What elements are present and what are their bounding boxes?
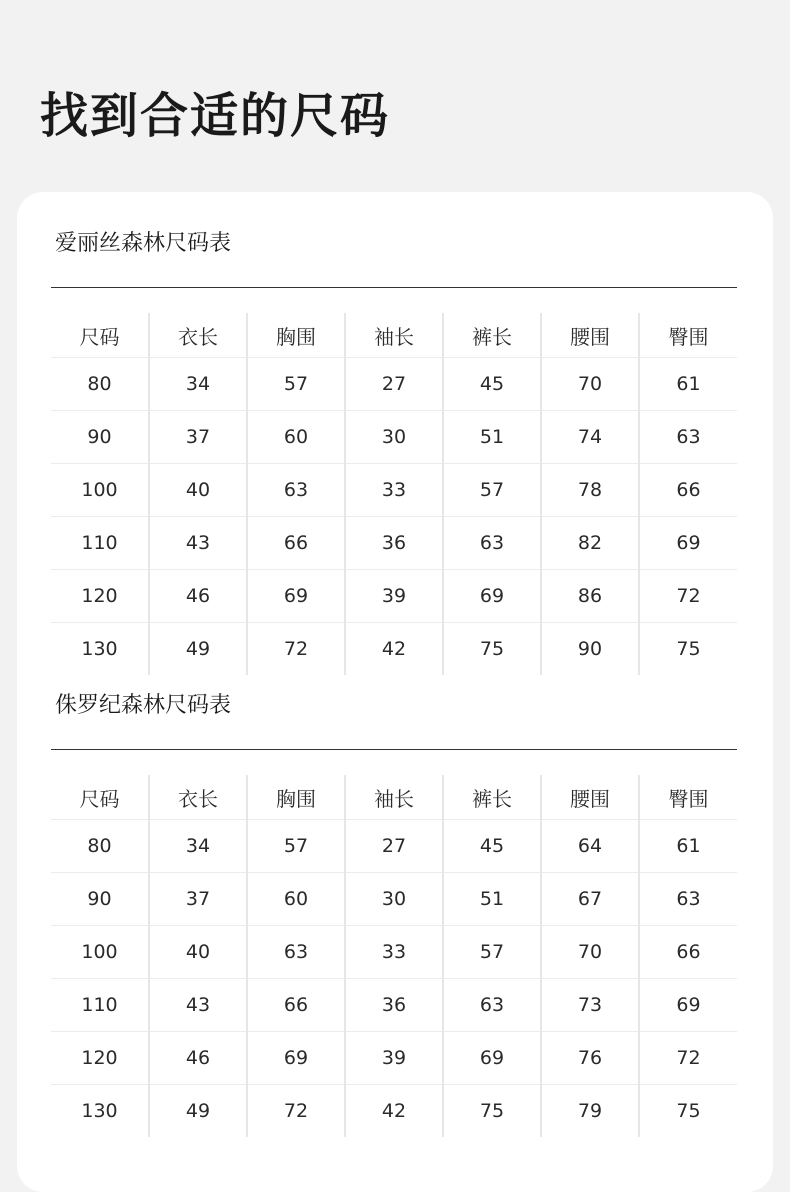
measurement-cell: 27 — [345, 358, 443, 411]
measurement-cell: 51 — [443, 411, 541, 464]
column-header: 臀围 — [639, 775, 737, 820]
measurement-cell: 70 — [541, 358, 639, 411]
measurement-cell: 72 — [247, 623, 345, 676]
page-title: 找到合适的尺码 — [40, 88, 391, 144]
measurement-cell: 72 — [247, 1085, 345, 1138]
size-table — [51, 313, 737, 675]
table-row — [51, 570, 737, 623]
table-body — [51, 820, 737, 1138]
measurement-cell: 63 — [443, 517, 541, 570]
column-header: 尺码 — [79, 786, 120, 811]
table-row — [51, 979, 737, 1032]
measurement-cell: 33 — [345, 464, 443, 517]
size-cell: 110 — [51, 979, 149, 1032]
measurement-cell: 42 — [345, 623, 443, 676]
measurement-cell: 57 — [443, 926, 541, 979]
measurement-cell: 45 — [443, 358, 541, 411]
measurement-cell: 75 — [639, 623, 737, 676]
column-header: 裤长 — [443, 775, 541, 820]
measurement-cell: 37 — [149, 873, 247, 926]
measurement-cell: 69 — [443, 1032, 541, 1085]
measurement-cell: 69 — [639, 979, 737, 1032]
measurement-cell: 60 — [247, 873, 345, 926]
measurement-cell: 49 — [149, 1085, 247, 1138]
measurement-cell: 33 — [345, 926, 443, 979]
measurement-cell: 63 — [443, 979, 541, 1032]
measurement-cell: 42 — [345, 1085, 443, 1138]
measurement-cell: 36 — [345, 979, 443, 1032]
measurement-cell: 66 — [639, 464, 737, 517]
table-row — [51, 926, 737, 979]
measurement-cell: 40 — [149, 464, 247, 517]
measurement-cell: 61 — [639, 820, 737, 873]
measurement-cell: 51 — [443, 873, 541, 926]
measurement-cell: 43 — [149, 517, 247, 570]
section-divider — [51, 287, 737, 288]
table-row — [51, 820, 737, 873]
measurement-cell: 72 — [639, 1032, 737, 1085]
measurement-cell: 66 — [247, 517, 345, 570]
measurement-cell: 57 — [247, 820, 345, 873]
section-divider — [51, 749, 737, 750]
table-body — [51, 358, 737, 676]
measurement-cell: 37 — [149, 411, 247, 464]
table-header-row — [51, 313, 737, 358]
measurement-cell: 57 — [443, 464, 541, 517]
size-table — [51, 775, 737, 1137]
measurement-cell: 76 — [541, 1032, 639, 1085]
column-header: 胸围 — [247, 775, 345, 820]
measurement-cell: 61 — [639, 358, 737, 411]
column-header: 衣长 — [149, 775, 247, 820]
table-row — [51, 873, 737, 926]
measurement-cell: 36 — [345, 517, 443, 570]
measurement-cell: 63 — [639, 873, 737, 926]
table-row — [51, 623, 737, 676]
measurement-cell: 75 — [639, 1085, 737, 1138]
column-header: 胸围 — [247, 313, 345, 358]
table-header-row — [51, 775, 737, 820]
section-title: 侏罗纪森林尺码表 — [55, 693, 232, 718]
size-chart-card — [17, 192, 773, 1192]
table-header — [51, 775, 737, 820]
measurement-cell: 30 — [345, 411, 443, 464]
measurement-cell: 39 — [345, 1032, 443, 1085]
measurement-cell: 46 — [149, 1032, 247, 1085]
measurement-cell: 72 — [639, 570, 737, 623]
measurement-cell: 63 — [639, 411, 737, 464]
measurement-cell: 69 — [443, 570, 541, 623]
size-cell: 90 — [51, 873, 149, 926]
measurement-cell: 34 — [149, 820, 247, 873]
measurement-cell: 78 — [541, 464, 639, 517]
column-header: 腰围 — [541, 313, 639, 358]
measurement-cell: 34 — [149, 358, 247, 411]
size-cell: 110 — [51, 517, 149, 570]
measurement-cell: 90 — [541, 623, 639, 676]
measurement-cell: 57 — [247, 358, 345, 411]
section-title: 爱丽丝森林尺码表 — [55, 231, 232, 256]
measurement-cell: 70 — [541, 926, 639, 979]
table-row — [51, 358, 737, 411]
table-row — [51, 517, 737, 570]
measurement-cell: 40 — [149, 926, 247, 979]
measurement-cell: 73 — [541, 979, 639, 1032]
size-cell: 90 — [51, 411, 149, 464]
measurement-cell: 45 — [443, 820, 541, 873]
measurement-cell: 30 — [345, 873, 443, 926]
size-cell: 80 — [51, 820, 149, 873]
column-header: 尺码 — [79, 324, 120, 349]
column-header: 袖长 — [345, 313, 443, 358]
measurement-cell: 66 — [639, 926, 737, 979]
column-header: 衣长 — [149, 313, 247, 358]
measurement-cell: 75 — [443, 1085, 541, 1138]
size-cell: 80 — [51, 358, 149, 411]
measurement-cell: 64 — [541, 820, 639, 873]
measurement-cell: 39 — [345, 570, 443, 623]
measurement-cell: 67 — [541, 873, 639, 926]
column-header: 腰围 — [541, 775, 639, 820]
measurement-cell: 74 — [541, 411, 639, 464]
size-cell: 100 — [51, 464, 149, 517]
measurement-cell: 43 — [149, 979, 247, 1032]
table-header — [51, 313, 737, 358]
measurement-cell: 82 — [541, 517, 639, 570]
column-header: 臀围 — [639, 313, 737, 358]
size-cell: 130 — [51, 1085, 149, 1138]
alice-forest-size-section — [51, 224, 737, 675]
table-row — [51, 464, 737, 517]
size-cell: 120 — [51, 570, 149, 623]
measurement-cell: 63 — [247, 926, 345, 979]
measurement-cell: 60 — [247, 411, 345, 464]
size-cell: 120 — [51, 1032, 149, 1085]
size-cell: 100 — [51, 926, 149, 979]
measurement-cell: 86 — [541, 570, 639, 623]
size-cell: 130 — [51, 623, 149, 676]
measurement-cell: 69 — [639, 517, 737, 570]
measurement-cell: 27 — [345, 820, 443, 873]
measurement-cell: 66 — [247, 979, 345, 1032]
table-row — [51, 411, 737, 464]
measurement-cell: 69 — [247, 570, 345, 623]
table-row — [51, 1032, 737, 1085]
measurement-cell: 75 — [443, 623, 541, 676]
measurement-cell: 79 — [541, 1085, 639, 1138]
jurassic-forest-size-section — [51, 686, 737, 1137]
column-header: 袖长 — [345, 775, 443, 820]
measurement-cell: 63 — [247, 464, 345, 517]
measurement-cell: 46 — [149, 570, 247, 623]
column-header: 裤长 — [443, 313, 541, 358]
measurement-cell: 49 — [149, 623, 247, 676]
table-row — [51, 1085, 737, 1138]
measurement-cell: 69 — [247, 1032, 345, 1085]
